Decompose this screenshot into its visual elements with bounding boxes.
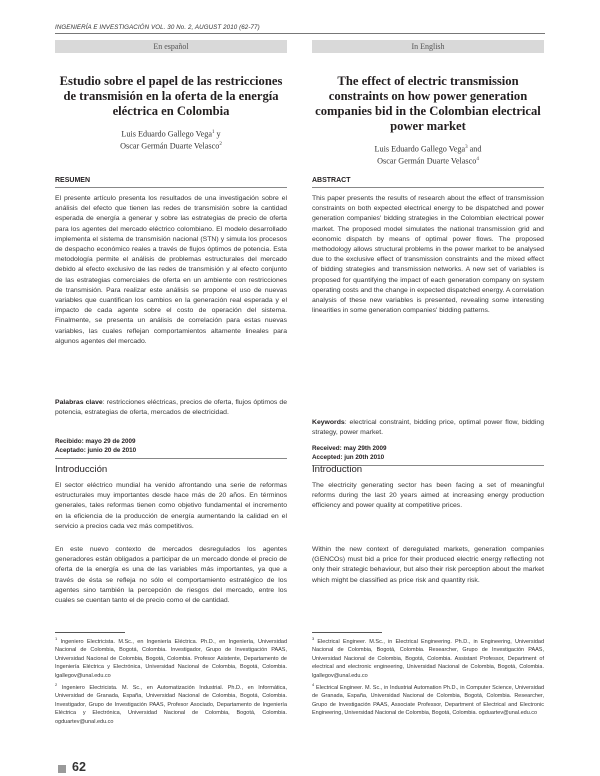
footnote-4 [312,681,544,718]
footnote-2-text: Ingeniero Electricista. M. Sc., en Automatización Industrial. Ph.D., en Informática, Universidad de Granada, España, Universidad Nacional de Colombia, Bogotá, Colombia. Investigador, Grupo de Investigación PAAS, Profesor Asociado, Departamento de Ingeniería Eléctrica y Electrónica, Universidad Nacional de Colombia, Bogotá, Colombia. ogduartev@unal.edu.co [55,684,287,725]
footnote-rule-spanish [55,632,125,633]
language-label-spanish: En español [55,40,287,53]
abstract-rule-english [312,187,544,188]
accepted-date: Aceptado: junio 20 de 2010 [55,446,137,454]
footnote-3 [312,635,544,680]
keywords-label: Palabras clave [55,399,103,406]
intro-paragraph-1-spanish: El sector eléctrico mundial ha venido afrontando una serie de reformas estructurales muy importantes desde hace más de 20 años. En términos generales, tales reformas tienen como objetivo fundamental el incremento en la eficiencia de la producción de energía aumentando la calidad en el servicio a precios cada vez más competitivos. [55,482,287,530]
footnote-3-marker: 3 [312,636,315,641]
footnotes-english [312,635,544,718]
author-3: Luis Eduardo Gallego Vega [374,144,466,154]
abstract-text-spanish: El presente artículo presenta los resultados de una investigación sobre el análisis del efecto que tienen las redes de transmisión sobre la cantidad esperada de energía a generar y sobre las estrategias de precio de oferta para los agentes del mercado eléctrico colombiano. El modelo desarrollado implementa el sistema de transmisión nacional (STN) y simula los procesos de despacho económico reales a través de flujos óptimos de potencia. Esta metodología permite el análisis de problemas estructurales del mercado debido al efecto exclusivo de las redes de transmisión y al efecto conjunto de las estrategias comerciales de oferta en un ambiente con restricciones de transmisión. Para realizar este análisis se propone el uso de nuevas variables que cuantifican los cambios en la generación real esperada y el impacto de cada agente sobre el costo de operación del sistema. Finalmente, se presenta un análisis de correlación para estas nuevas variables, las cuales reflejan comportamientos altamente lineales para algunos agentes del mercado. [55,195,287,345]
title-english: The effect of electric transmission constraints on how power generation companies bid in the Colombian electrical power market [315,74,541,133]
language-label-english: In English [312,40,544,53]
footnote-rule-english [312,632,382,633]
author-1-sup: 1 [211,130,215,135]
authors-english [312,143,544,167]
page-number: 62 [72,760,86,774]
spanish-column [55,40,287,725]
footnote-2 [55,681,287,726]
dates-english [312,445,544,463]
footnotes-spanish [55,635,287,727]
intro-paragraph-1-english: The electricity generating sector has been facing a set of meaningful reforms during the last 20 years aimed at increasing energy production efficiency and power quality at competitive prices. [312,482,544,510]
intro-heading-english: Introduction [312,464,363,475]
received-date: Recibido: mayo 29 de 2009 [55,438,136,445]
author-conjunction-en: and [469,144,482,154]
header-divider [55,33,545,34]
footnote-3-text: Electrical Engineer. M.Sc., in Electrical Engineering. Ph.D., in Engineering, Universidad Nacional de Colombia, Bogotá, Colombia. Researcher, Grupo de Investigación PAAS, Universidad Nacional de Colombia, Bogotá, Colombia. Assistant Professor, Department of electrical and electronic engineering, Universidad Nacional de Colombia, Bogotá, Colombia. lgallegov@unal.edu.co [312,638,544,679]
footnote-4-marker: 4 [312,681,315,687]
title-spanish: Estudio sobre el papel de las restricciones de transmisión en la oferta de la energía eléctrica en Colombia [59,74,283,118]
footnote-2-marker: 2 [55,681,58,687]
author-3-sup: 3 [465,145,468,150]
intro-paragraph-2-english: Within the new context of deregulated markets, generation companies (GENCOs) must bid a price for their produced electric energy reflecting not only their strategic behaviour, but also their risk perception about the market which might be classified as price risk and quantity risk. [312,546,544,584]
authors-spanish [55,128,287,152]
author-conjunction: y [216,129,221,139]
footnote-4-text: Electrical Engineer. M. Sc., in Industrial Automation Ph.D., in Computer Science, Universidad de Granada, España, Universidad Nacional de Colombia, Bogotá, Colombia. Researcher, Grupo de Investigación PAAS, Associate Professor, Department of Electrical and Electronic Engineering, Universidad Nacional de Colombia, Bogotá, Colombia. ogduartev@unal.edu.co [312,684,544,717]
running-header: INGENIERÍA E INVESTIGACIÓN VOL. 30 No. 2, AUGUST 2010 (62-77) [55,24,260,31]
english-column [312,40,544,717]
abstract-rule-spanish [55,187,287,188]
author-2: Oscar Germán Duarte Velasco [120,141,220,151]
abstract-text-english: This paper presents the results of research about the effect of transmission constraints on both expected electrical energy to be dispatched and power generation companies' bidding strategies in the Colombian electrical power market. The proposed model simulates the national transmission grid and economic dispatch by means of optimal power flows. The proposed methodology allows structural problems in the power market to be analysed due to the exclusive effect of transmission constraints and the mixed effect of bidding strategies and transmission networks. A new set of variables is proposed for quantifying the impact of each generation company on system operating costs and the change in expected dispatched energy. A correlation analysis of these new variables is presented, revealing some interesting linearities in some generation companies' bidding patterns. [312,195,544,315]
footnote-1 [55,635,287,680]
keywords-text-en: : electrical constraint, bidding price, optimal power flow, bidding strategy, power market. [312,419,544,437]
author-4: Oscar Germán Duarte Velasco [377,156,477,166]
footnote-1-text: Ingeniero Electricista. M.Sc., en Ingeniería Eléctrica. Ph.D., en Ingeniería, Universidad Nacional de Colombia, Bogotá, Colombia. Investigador, Grupo de Investigación PAAS, Universidad Nacional de Colombia, Bogotá, Colombia. Profesor Asistente, Departamento de Ingeniería Eléctrica y Electrónica, Universidad Nacional de Colombia, Bogotá, Colombia. lgallegov@unal.edu.co [55,638,287,679]
intro-heading-spanish: Introducción [55,464,108,475]
keywords-text: : restricciones eléctricas, precios de oferta, flujos óptimos de potencia, estrategias de oferta, mercados de electricidad. [55,399,287,417]
page-marker-square [58,765,66,773]
abstract-heading-english: ABSTRACT [312,177,351,184]
accepted-date-en: Accepted: jun 20th 2010 [312,453,385,461]
author-2-sup: 2 [219,142,222,148]
footnote-1-marker: 1 [55,636,58,641]
intro-paragraph-2-spanish: En este nuevo contexto de mercados desregulados los agentes generadores están obligados a participar de un mercado donde el precio de oferta de la energía es una de las variables más importantes, ya que a través de ésta se refleja no sólo el comportamiento estratégico de los agentes sino también la percepción de riesgos del mercado, entre los cuales se cuentan tanto el de precio como el de cantidad. [55,546,287,605]
keywords-spanish [55,398,287,418]
dates-rule-spanish [55,458,287,459]
author-4-sup: 4 [476,157,479,163]
author-1: Luis Eduardo Gallego Vega [121,129,212,139]
abstract-heading-spanish: RESUMEN [55,177,91,184]
keywords-english [312,418,544,438]
received-date-en: Received: may 29th 2009 [312,445,387,452]
dates-spanish [55,438,287,456]
keywords-label-en: Keywords [312,419,345,426]
